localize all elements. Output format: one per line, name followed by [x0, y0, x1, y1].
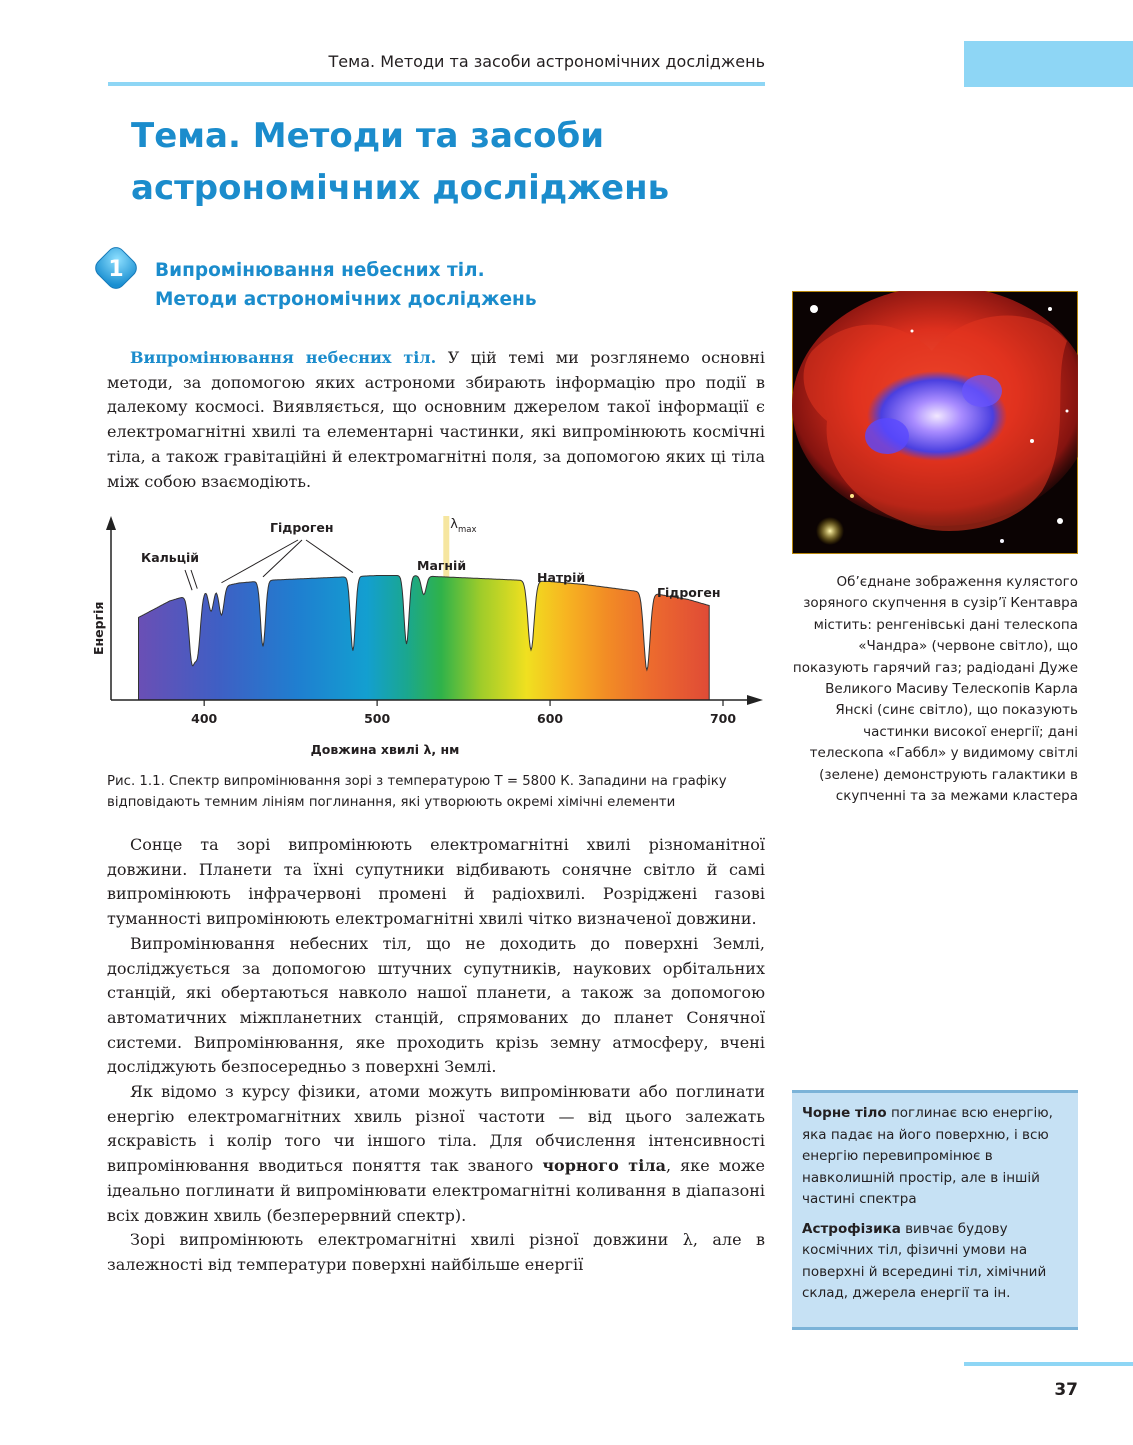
annotation-leader [191, 570, 197, 589]
paragraph-intro [107, 346, 765, 494]
annotation-leader [263, 540, 302, 577]
paragraph-text: , яке може ідеально поглинати й випромінювати електромагнітні коливання в діапазоні всіх довжин хвиль (безперервний спектр). [107, 1156, 766, 1225]
paragraph: Сонце та зорі випромінюють електромагнітні хвилі різноманітної довжини. Планети та їхні супутники відбивають сонячне світло й самі випромінюють інфрачервоні промені й радіохвилі. Розріджені газові туманності випромінюють електромагнітні хвилі чітко визначеної довжини. [107, 835, 765, 929]
section-number-badge [92, 244, 140, 292]
lambda-max-label [450, 517, 476, 535]
page-number: 37 [1054, 1380, 1078, 1400]
section-title-line2: Методи астрономічних досліджень [155, 289, 537, 310]
element-label: Гідроген [270, 520, 334, 535]
glossary-definition: поглинає всю енергію, яка падає на його поверхню, і всю енергію перевипромінює в навколишній простір, але в іншій частині спектра [802, 1105, 1053, 1207]
glossary-entry [802, 1219, 1068, 1305]
paragraph-intro-text: У цій темі ми розглянемо основні методи, за допомогою яких астрономи збирають інформацію про події в далекому космосі. Виявляється, що основним джерелом такої інформації є електромагнітні хвилі та елементарні частинки, які випромінюють космічні тіла, а також гравітаційні й електромагнітні поля, за допомогою яких ці тіла між собою взаємодіють. [107, 348, 765, 491]
term-black-body: чорного тіла [542, 1156, 666, 1176]
y-axis-label: Енергія [91, 601, 106, 655]
element-label: Магній [417, 558, 467, 573]
globular-cluster-image [792, 291, 1078, 554]
section-number: 1 [108, 257, 124, 282]
body-text-main [107, 833, 765, 1278]
element-label: Кальцій [141, 550, 200, 565]
glossary-term: Чорне тіло [802, 1105, 887, 1121]
section-title-line1: Випромінювання небесних тіл. [155, 260, 485, 281]
header-rule [108, 82, 765, 86]
running-head: Тема. Методи та засоби астрономічних досліджень [328, 52, 765, 71]
element-label: Гідроген [657, 585, 721, 600]
paragraph: Випромінювання небесних тіл, що не доходить до поверхні Землі, досліджується за допомогою штучних супутників, наукових орбітальних станцій, які обертаються навколо нашої планети, а також за допомогою автоматичних міжпланетних станцій, спрямованих до планет Сонячної системи. Випромінювання, яке проходить крізь земну атмосферу, вчені досліджують безпосередньо з поверхні Землі. [107, 933, 765, 1077]
glossary-entry [802, 1103, 1068, 1211]
glossary-box [792, 1090, 1078, 1330]
x-tick-label: 500 [364, 711, 391, 726]
corner-tab [964, 41, 1133, 87]
paragraph [107, 1080, 765, 1228]
lambda-max-symbol: λ [450, 517, 459, 532]
spectrum-area [139, 576, 710, 701]
x-ticks [191, 700, 736, 726]
y-axis-arrow [106, 516, 116, 530]
page-title-line2: астрономічних досліджень [131, 168, 670, 208]
body-text-top [107, 346, 765, 494]
page-title-line1: Тема. Методи та засоби [131, 116, 605, 156]
spectrum-chart [85, 510, 775, 765]
figure-caption: Рис. 1.1. Спектр випромінювання зорі з температурою Т = 5800 К. Западини на графіку відповідають темним лініям поглинання, які утворюють окремі хімічні елементи [107, 774, 727, 810]
annotation-leader [221, 540, 298, 583]
x-axis-label: Довжина хвилі λ, нм [310, 742, 460, 757]
section-title [155, 256, 755, 314]
annotation-leader [185, 570, 192, 590]
paragraph: Зорі випромінюють електромагнітні хвилі різної довжини λ, але в залежності від температури поверхні найбільше енергії [107, 1230, 765, 1274]
x-tick-label: 400 [191, 711, 218, 726]
x-tick-label: 600 [537, 711, 564, 726]
paragraph-text: Як відомо з курсу фізики, атоми можуть випромінювати або поглинати енергію електромагнітних хвиль різної частоти — від цього залежать яскравість і колір того чи іншого тіла. Для обчислення інтенсивності випромінювання вводиться поняття так званого [107, 1082, 765, 1176]
image-caption: Об’єднане зображення кулястого зоряного скупчення в сузір’ї Кентавра містить: ренгенівські дані телескопа «Чандра» (червоне світло), що показують гарячий газ; радіодані Дуже Великого Масиву Телескопів Карла Янскі (синє світло), що показують частинки високої енергії; дані телескопа «Габбл» у видимому світлі (зелене) демонструють галактики в скупченні та за межами кластера [792, 574, 1078, 805]
element-label: Натрій [537, 570, 586, 585]
paragraph-lead: Випромінювання небесних тіл. [130, 348, 437, 367]
footer-rule [964, 1362, 1133, 1366]
x-tick-label: 700 [709, 711, 737, 726]
glossary-term: Астрофізика [802, 1220, 901, 1237]
glossary-definition: вивчає будову космічних тіл, фізичні умови на поверхні й всередині тіл, хімічний склад, джерела енергії та ін. [802, 1220, 1047, 1301]
annotation-leader [306, 540, 353, 573]
x-axis-arrow [747, 695, 763, 705]
lambda-max-subscript: max [458, 525, 477, 535]
page-title [131, 110, 771, 214]
